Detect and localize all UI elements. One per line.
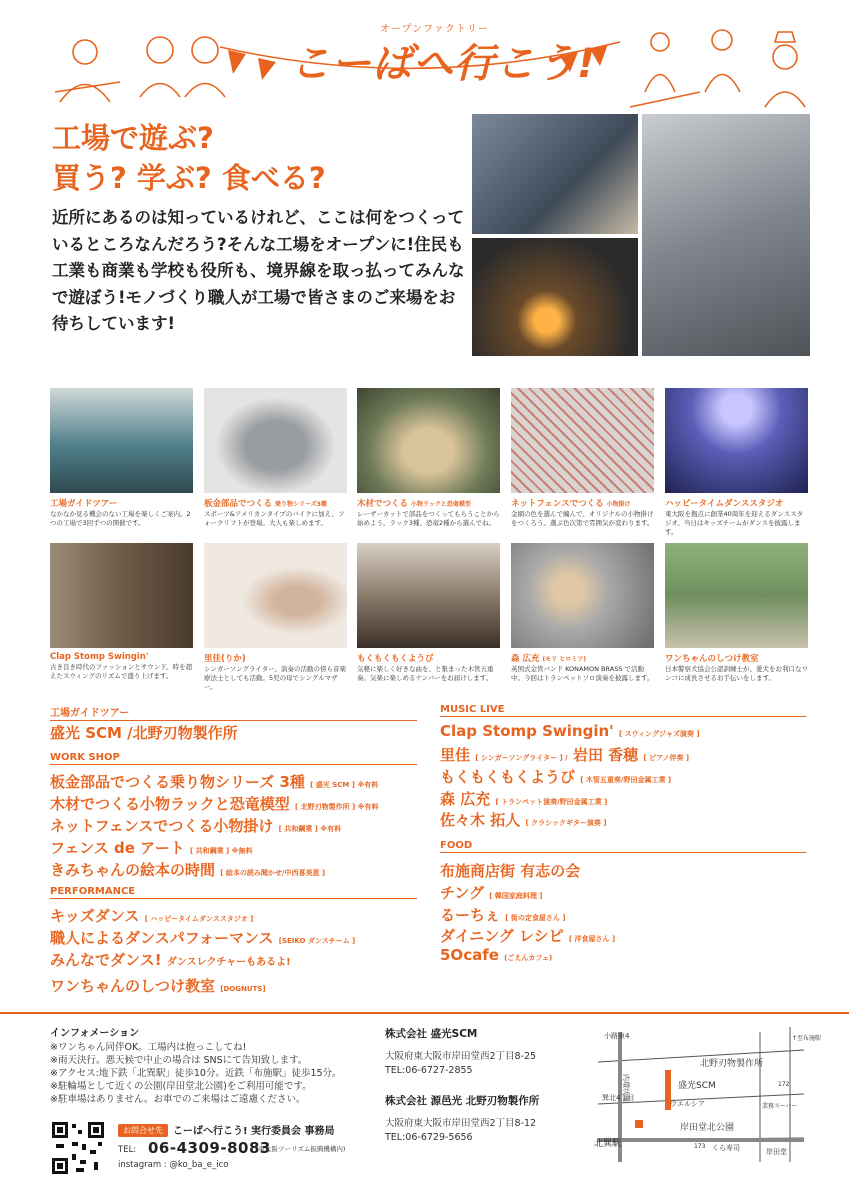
- company-seiko: 株式会社 盛光SCM: [385, 1028, 478, 1040]
- tile-factory-tour: [50, 388, 193, 528]
- section-music-live: MUSIC LIVE: [440, 704, 806, 717]
- tile-image: [357, 543, 500, 648]
- music-item: 佐々木 拓人 [ クラシックギター演奏 ]: [440, 811, 607, 829]
- music-item: もくもくもくようび [ 木管五重奏/野田金属工業 ]: [440, 768, 672, 786]
- contact-phone[interactable]: 06-4309-8083: [148, 1139, 271, 1157]
- map-label: 173: [694, 1143, 706, 1150]
- tile-desc: なかなか見る機会のない工場を楽しくご案内。2つの工場で3回ずつの開催です。: [50, 510, 191, 527]
- tile-title: 里佳(りか): [204, 654, 246, 664]
- music-item: 里佳 [ シンガーソングライター ] / 岩田 香穂 [ ピアノ伴奏 ]: [440, 746, 690, 764]
- food-item: るーちぇ [ 街の定食屋さん ]: [440, 906, 566, 924]
- tile-desc: 東大阪を拠点に創業40周年を迎えるダンススタジオ。当日はキッズチームがダンスを披露します。: [665, 510, 804, 536]
- headline: [52, 118, 326, 198]
- performance-item: みんなでダンス! ダンスレクチャーもあるよ!: [50, 951, 291, 969]
- tile-clap-stomp: [50, 543, 193, 681]
- tile-mokumoku: [357, 543, 500, 683]
- food-item: チング [ 韓国家庭料理 ]: [440, 884, 543, 902]
- tile-image: [204, 543, 347, 648]
- map-label: くら寿司: [712, 1144, 740, 1152]
- section-factory-tour: 工場ガイドツアー: [50, 704, 417, 721]
- info-item: ※駐輪場として近くの公園(岸田堂北公園)をご利用可能です。: [50, 1081, 312, 1092]
- headline-line-1: 工場で遊ぶ?: [52, 121, 214, 155]
- tile-image: [50, 543, 193, 648]
- tile-image: [511, 388, 654, 493]
- section-workshop: WORK SHOP: [50, 752, 417, 765]
- map-label: 岸田堂北公園: [680, 1123, 735, 1133]
- info-item: ※雨天決行。悪天候で中止の場合は SNSにて告知致します。: [50, 1055, 308, 1066]
- tile-wood-dinosaur: [357, 388, 500, 528]
- intro-text: 近所にあるのは知っているけれど、ここは何をつくっているところなんだろう?そんな工場をオープンに!住民も工業も商業も学校も役所も、境界線を取っ払ってみんなで遊ぼう!モノづくり職人が工場で皆さまのご来場をお待ちしています!: [52, 208, 465, 333]
- phone-note: (東大阪ツーリズム振興機構内): [256, 1145, 346, 1153]
- workshop-item: 板金部品でつくる乗り物シリーズ 3種 [ 盛光 SCM ] ※有料: [50, 773, 379, 791]
- tile-dance-studio: [665, 388, 808, 537]
- tile-title: 工場ガイドツアー: [50, 499, 118, 509]
- tile-image: [511, 543, 654, 648]
- map-label: 小路東4: [604, 1032, 630, 1040]
- tile-image: [50, 388, 193, 493]
- contact-badge: お問合せ先: [118, 1124, 168, 1137]
- workshop-item: フェンス de アート [ 共和鋼業 ] ※無料: [50, 839, 253, 857]
- instagram-handle[interactable]: instagram : @ko_ba_e_ico: [118, 1160, 229, 1170]
- map-station-marker: [635, 1120, 643, 1128]
- performance-item: ワンちゃんのしつけ教室 [DOGNUTS]: [50, 977, 266, 995]
- tile-title: 木材でつくる 小物ラックと恐竜模型: [357, 499, 471, 509]
- tile-title: ワンちゃんのしつけ教室: [665, 654, 759, 664]
- tile-net-fence: [511, 388, 654, 528]
- music-item: Clap Stomp Swingin' [ スウィングジャズ演奏 ]: [440, 722, 700, 740]
- performance-item: 職人によるダンスパフォーマンス [SEIKO ダンスチーム ]: [50, 929, 356, 947]
- map-label: ↑至布施駅: [792, 1035, 822, 1042]
- hero-photo-hoses: [642, 114, 810, 356]
- info-item: ※アクセス:地下鉄「北巽駅」徒歩10分。近鉄「布施駅」徒歩15分。: [50, 1068, 342, 1079]
- map-label: ウエルシア: [670, 1100, 705, 1108]
- map-label: 巽北4丁目: [602, 1094, 635, 1102]
- qr-code-icon[interactable]: [50, 1120, 106, 1176]
- tile-title: ハッピータイムダンススタジオ: [665, 499, 784, 509]
- workshop-item: 木材でつくる小物ラックと恐竜模型 [ 北野刃物製作所 ] ※有料: [50, 795, 379, 813]
- tile-title: もくもくもくようび: [357, 654, 434, 664]
- map-label: 172: [778, 1081, 790, 1088]
- tour-text: 盛光 SCM /北野刃物製作所: [50, 724, 238, 742]
- headline-line-2: 買う? 学ぶ? 食べる?: [52, 161, 326, 195]
- tile-image: [665, 388, 808, 493]
- company-kitano: 株式会社 源邑光 北野刃物製作所: [385, 1095, 540, 1107]
- tile-mori: [511, 543, 654, 683]
- access-map: [590, 1022, 822, 1170]
- logo-subtitle: オープンファクトリー: [380, 24, 489, 35]
- tile-desc: 日本警察犬協会公認訓練士が、愛犬をお利口なワンコに成長させるお手伝いをします。: [665, 665, 808, 682]
- tel-label: TEL:: [118, 1145, 137, 1155]
- food-item: 5Ocafe (ごえんカフェ): [440, 946, 553, 964]
- tile-desc: レーザーカットで部品をつくってもらうことから始めよう。ラック3種、恐竜2種から選んでね。: [357, 510, 500, 527]
- hero-photo-sparks: [472, 238, 638, 356]
- tile-title: 板金部品でつくる 乗り物シリーズ3種: [204, 499, 327, 509]
- tile-image: [665, 543, 808, 648]
- map-label: 盛光SCM: [678, 1081, 716, 1091]
- company-kitano-address: 大阪府東大阪市岸田堂西2丁目8-12 TEL:06-6729-5656: [385, 1118, 537, 1143]
- info-item: ※ワンちゃん同伴OK。工場内は抱っこしてね!: [50, 1042, 247, 1053]
- tile-desc: 気軽に楽しく好きな曲を、と集まった木管五重奏。気楽に楽しめるナンバーをお届けします。: [357, 665, 494, 682]
- tile-title: 森 広充 (モリ ヒロミツ): [511, 654, 587, 664]
- info-item: ※駐車場はありません。お車でのご来場はご遠慮ください。: [50, 1094, 306, 1105]
- hero-photo-worker: [472, 114, 638, 234]
- tile-desc: 英国式金管バンド KONAMON BRASS で活動中。今回はトランペットソロ演奏を披露します。: [511, 665, 654, 682]
- section-performance: PERFORMANCE: [50, 886, 417, 899]
- logo-title: こーばへ行こう!: [290, 41, 597, 87]
- tile-title: ネットフェンスでつくる 小物掛け: [511, 499, 631, 509]
- map-label: 北野刃物製作所: [700, 1059, 764, 1069]
- workshop-item: きみちゃんの絵本の時間 [ 絵本の読み聞かせ/中西喜美恵 ]: [50, 861, 326, 879]
- food-item: 布施商店街 有志の会: [440, 862, 581, 880]
- map-label: 内環状線: [622, 1074, 630, 1102]
- food-item: ダイニング レシピ [ 洋食屋さん ]: [440, 927, 616, 945]
- tile-desc: スポーツ&アメリカンタイプのバイクに加え、フォークリフトが登場。大人も楽しめます。: [204, 510, 345, 527]
- tile-image: [357, 388, 500, 493]
- performance-item: キッズダンス [ ハッピータイムダンススタジオ ]: [50, 907, 254, 925]
- tile-desc: シンガーソングライター。演奏の活動の傍ら音楽療法士としても活動。5児の母でシングルマザー。: [204, 665, 346, 691]
- tile-rika: [204, 543, 347, 692]
- music-item: 森 広充 [ トランペット演奏/野田金属工業 ]: [440, 790, 608, 808]
- info-list: [50, 1041, 370, 1106]
- tile-image: [204, 388, 347, 493]
- contact-organization: こーばへ行こう! 実行委員会 事務局: [173, 1126, 335, 1137]
- workshop-item: ネットフェンスでつくる小物掛け [ 共和鋼業 ] ※有料: [50, 817, 342, 835]
- map-label: 岸田堂: [766, 1148, 787, 1156]
- tile-title: Clap Stomp Swingin': [50, 652, 149, 662]
- tile-sheetmetal-vehicles: [204, 388, 347, 528]
- tile-desc: 古き良き時代のファッションとサウンド。時を超えたスウィングのリズムで盛り上げます。: [50, 663, 193, 680]
- info-heading: インフォメーション: [50, 1028, 140, 1039]
- map-label: 業務スーパー: [762, 1103, 798, 1110]
- map-label: 北巽駅: [594, 1139, 622, 1149]
- tile-desc: 金網の色を選んで編んで、オリジナルの小物掛けをつくろう。選ぶ色次第で雰囲気が変わります。: [511, 510, 654, 527]
- tile-dog-training: [665, 543, 808, 683]
- company-seiko-address: 大阪府東大阪市岸田堂西2丁目8-25 TEL:06-6727-2855: [385, 1051, 537, 1076]
- footer-divider: [0, 1012, 849, 1014]
- section-food: FOOD: [440, 840, 806, 853]
